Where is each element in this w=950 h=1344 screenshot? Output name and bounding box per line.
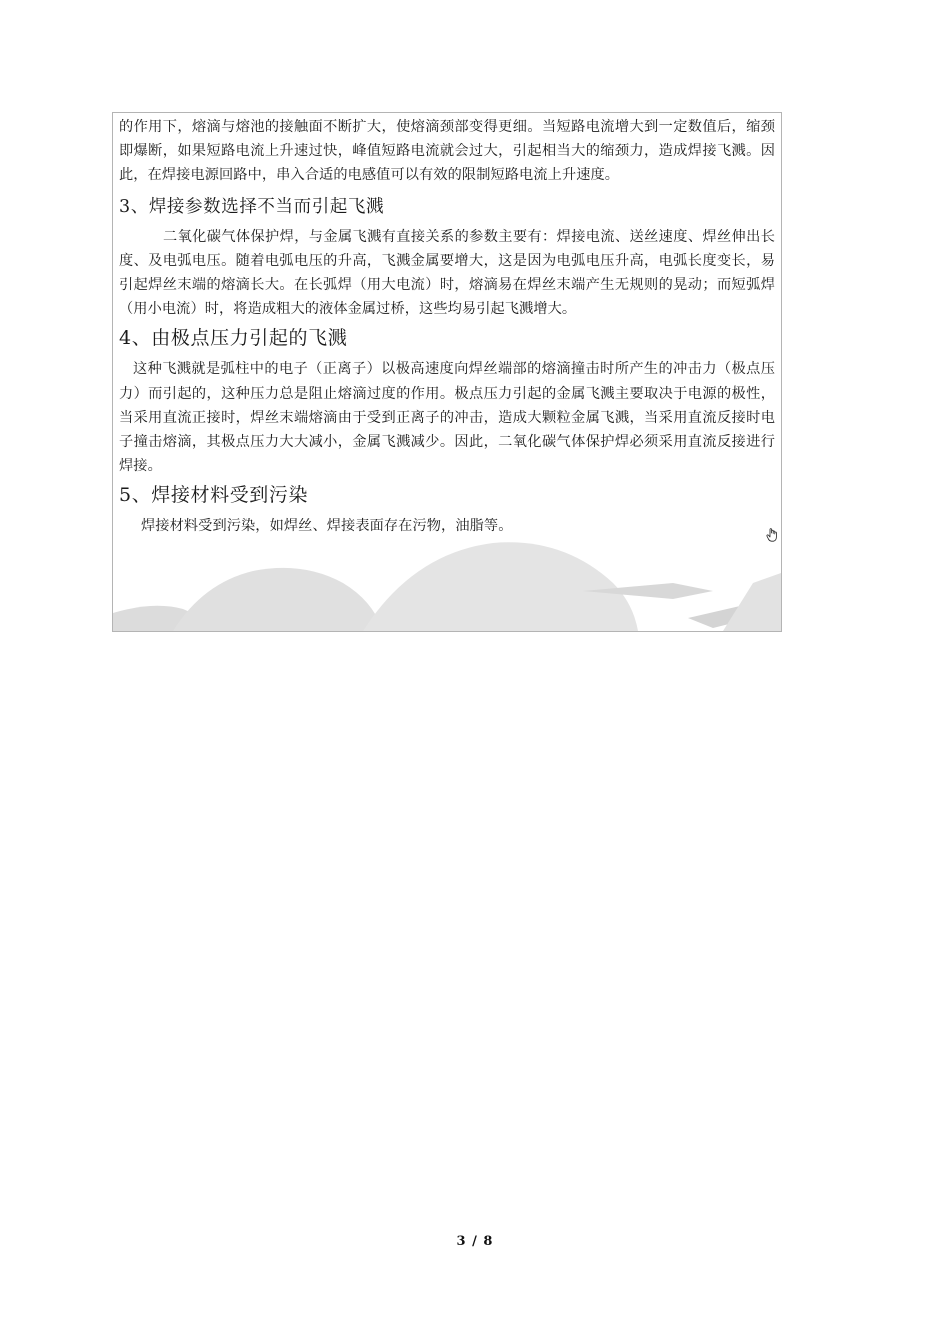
page-number: 3 / 8	[456, 1234, 494, 1249]
section-body-5: 焊接材料受到污染，如焊丝、焊接表面存在污物，油脂等。	[141, 518, 513, 535]
paragraph-continued: 的作用下，熔滴与熔池的接触面不断扩大，使熔滴颈部变得更细。当短路电流增大到一定数值后，缩颈即爆断，如果短路电流上升速过快，峰值短路电流就会过大，引起相当大的缩颈力，造成焊接飞溅。因此，在焊接电源回路中，串入合适的电感值可以有效的限制短路电流上升速度。	[119, 119, 775, 184]
document-body	[113, 113, 781, 539]
section-heading-3: 3、焊接参数选择不当而引起飞溅	[119, 196, 385, 217]
hand-cursor-icon	[766, 528, 778, 542]
section-body-3: 二氧化碳气体保护焊，与金属飞溅有直接关系的参数主要有：焊接电流、送丝速度、焊丝伸出长度、及电弧电压。随着电弧电压的升高，飞溅金属要增大，这是因为电弧电压升高，电弧长度变长，易引起焊丝末端的熔滴长大。在长弧焊（用大电流）时，熔滴易在焊丝末端产生无规则的晃动；而短弧焊（用小电流）时，将造成粗大的液体金属过桥，这些均易引起飞溅增大。	[119, 228, 775, 318]
section-heading-4: 4、由极点压力引起的飞溅	[119, 327, 348, 350]
section-body-4: 这种飞溅就是弧柱中的电子（正离子）以极高速度向焊丝端部的熔滴撞击时所产生的冲击力（极点压力）而引起的，这种压力总是阻止熔滴过度的作用。极点压力引起的金属飞溅主要取决于电源的极性，当采用直流正接时，焊丝末端熔滴由于受到正离子的冲击，造成大颗粒金属飞溅，当采用直流反接时电子撞击熔滴，其极点压力大大减小，金属飞溅减少。因此，二氧化碳气体保护焊必须采用直流反接进行焊接。	[119, 361, 775, 475]
scanned-page-excerpt	[112, 112, 782, 632]
section-heading-5: 5、焊接材料受到污染	[119, 484, 309, 507]
